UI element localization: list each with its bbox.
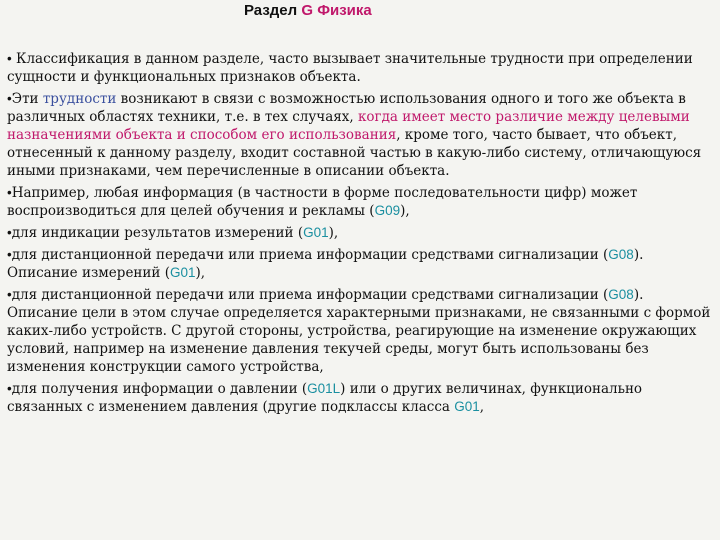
- paragraph-4: [7, 224, 713, 242]
- paragraph-3: [7, 184, 713, 220]
- paragraph-6: [7, 286, 713, 376]
- bullet-mark: •: [7, 91, 12, 106]
- title-accent: G Физика: [301, 2, 372, 19]
- slide-title: [244, 2, 372, 20]
- class-code-g01: G01: [454, 399, 480, 414]
- bullet-mark: •: [7, 381, 12, 396]
- p2-keyword-difficulties: трудности: [42, 91, 117, 107]
- p4-after: ),: [328, 225, 339, 241]
- class-code-g08: G08: [608, 287, 634, 302]
- class-code-g01: G01: [303, 225, 329, 240]
- p4-before: для индикации результатов измерений (: [11, 225, 304, 241]
- bullet-mark: •: [7, 51, 12, 66]
- bullet-mark: •: [7, 185, 12, 200]
- p3-before: Например, любая информация (в частности в форме последовательности цифр) может воспроизводиться для целей обучения и рекламы (: [7, 185, 638, 219]
- p6-before: для дистанционной передачи или приема информации средствами сигнализации (: [11, 287, 609, 303]
- bullet-mark: •: [7, 287, 12, 302]
- p7-after: ,: [479, 399, 485, 415]
- bullet-mark: •: [7, 225, 12, 240]
- title-prefix: Раздел: [244, 2, 302, 19]
- paragraph-5: [7, 246, 713, 282]
- p5-before: для дистанционной передачи или приема информации средствами сигнализации (: [11, 247, 609, 263]
- p1-text: Классификация в данном разделе, часто вызывает значительные трудности при определении сущности и функциональных признаков объекта.: [7, 51, 693, 85]
- p2-before: Эти: [11, 91, 43, 107]
- class-code-g01: G01: [169, 265, 196, 280]
- p6-after: ). Описание цели в этом случае определяется характерными признаками, не связанными с формой каких-либо устройств. С другой стороны, устройства, реагирующие на изменение окружающих условий, например на изменение давления текучей среды, могут быть использованы без изменения конструкции самого устройства,: [7, 287, 711, 375]
- paragraph-2: [7, 90, 713, 180]
- p7-mid: ) или о других величинах, функционально связанных с изменением давления (другие подклассы класса: [7, 381, 643, 415]
- p2-highlight: когда имеет место различие между целевыми назначениями объекта и способом его использования: [7, 109, 690, 143]
- p2-after: , кроме того, часто бывает, что объект, отнесенный к данному разделу, входит составной частью в какую-либо систему, отличающуюся иными признаками, чем перечисленные в описании объекта.: [7, 127, 702, 179]
- bullet-mark: •: [7, 247, 12, 262]
- p5-after: ),: [195, 265, 206, 281]
- paragraph-1: [7, 50, 713, 86]
- class-code-g09: G09: [374, 203, 401, 218]
- slide-content: [7, 50, 713, 420]
- paragraph-7: [7, 380, 713, 416]
- class-code-g01l: G01L: [307, 381, 341, 396]
- p2-mid: возникают в связи с возможностью использования одного и того же объекта в различных областях техники, т.е. в тех случаях,: [7, 91, 686, 125]
- class-code-g08: G08: [608, 247, 634, 262]
- p5-mid: ). Описание измерений (: [7, 247, 644, 281]
- p3-after: ),: [400, 203, 410, 219]
- p7-before: для получения информации о давлении (: [11, 381, 308, 397]
